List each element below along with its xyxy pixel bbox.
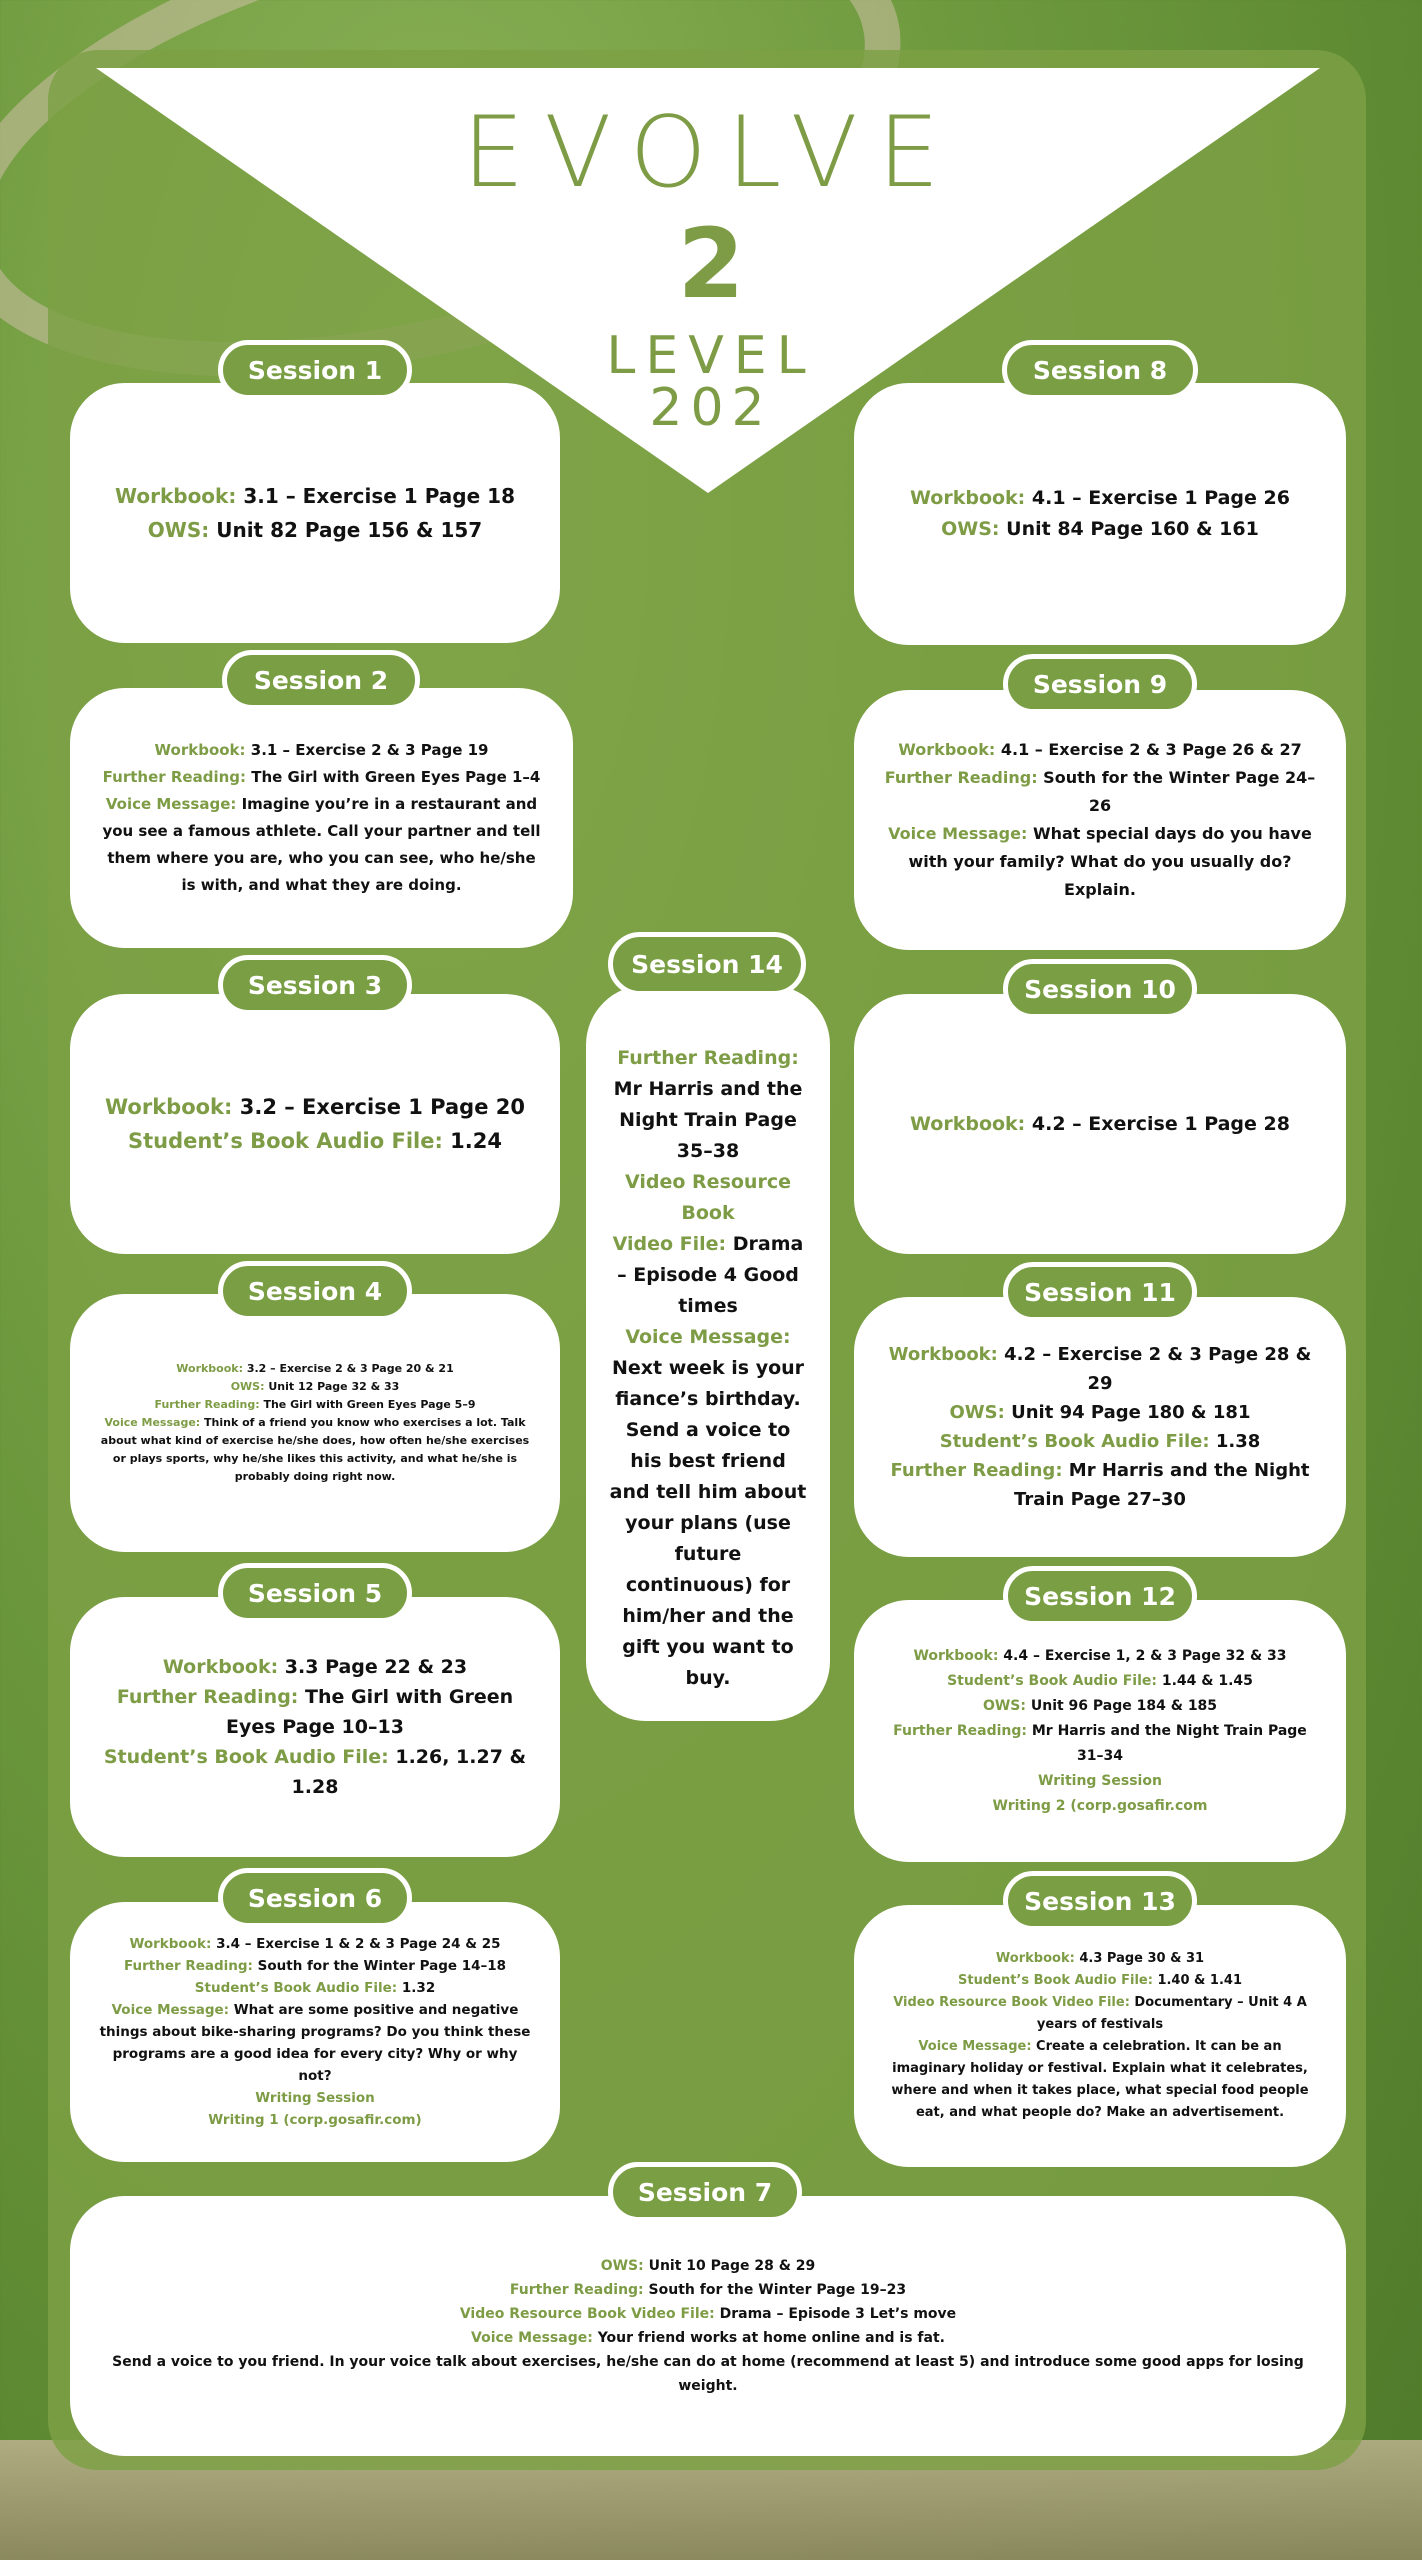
session-line [98, 2302, 1318, 2326]
session-9-title: Session 9 [1003, 654, 1197, 714]
session-line [98, 1396, 532, 1414]
field-value: 4.2 – Exercise 2 & 3 Page 28 & 29 [997, 1344, 1312, 1394]
field-value: 4.2 – Exercise 1 Page 28 [1025, 1113, 1290, 1135]
session-13-title: Session 13 [1003, 1871, 1197, 1931]
session-line [882, 1669, 1318, 1694]
title-evolve: EVOLVE [462, 96, 960, 210]
field-label: Video Resource Book Video File: [893, 1995, 1130, 2010]
field-value: 1.38 [1209, 1431, 1261, 1452]
field-value: Drama – Episode 4 Good times [617, 1233, 804, 1317]
field-label: Further Reading: [116, 1686, 299, 1708]
session-line [882, 1398, 1318, 1427]
session-line [98, 1360, 532, 1378]
field-label: Writing Session [255, 2090, 375, 2106]
field-label: Voice Message: [105, 795, 237, 813]
field-label: Voice Message: [471, 2330, 593, 2346]
session-1-title: Session 1 [218, 340, 412, 400]
session-7-title: Session 7 [608, 2162, 802, 2222]
field-value: 1.26, 1.27 & 1.28 [291, 1746, 527, 1798]
session-line [882, 820, 1318, 904]
field-value: Think of a friend you know who exercises a lot. Talk about what kind of exercise he/she does, how often he/she exercises or plays sports, why he/she likes this activity, and what he/she is probably doing right now. [100, 1416, 530, 1483]
session-line [882, 736, 1318, 764]
session-line [882, 1694, 1318, 1719]
field-value: 3.1 – Exercise 2 & 3 Page 19 [245, 741, 489, 759]
session-14-card [586, 985, 830, 1721]
field-label: OWS: [230, 1380, 265, 1393]
field-label: Student’s Book Audio File: [128, 1129, 443, 1153]
field-value: Create a celebration. It can be an imaginary holiday or festival. Explain what it celebrates, where and when it takes place, what special food people eat, and what people do? Make an advertisement. [891, 2039, 1309, 2120]
field-value: 4.4 – Exercise 1, 2 & 3 Page 32 & 33 [998, 1647, 1287, 1664]
field-label: Further Reading: [154, 1398, 260, 1411]
session-line [98, 2109, 532, 2131]
session-line [882, 1427, 1318, 1456]
session-line [910, 483, 1290, 514]
field-value: 3.1 – Exercise 1 Page 18 [236, 484, 515, 508]
field-label: Workbook: [115, 484, 237, 508]
session-3-title: Session 3 [218, 955, 412, 1015]
field-label: Voice Message: [111, 2002, 230, 2018]
field-label: Writing Session [1038, 1772, 1162, 1789]
field-value: Your friend works at home online and is fat. [592, 2330, 945, 2346]
field-label: Workbook: [995, 1951, 1075, 1966]
title-level-code: 202 [649, 378, 773, 438]
field-label: OWS: [982, 1697, 1026, 1714]
field-label: Further Reading: [884, 768, 1038, 787]
field-label: Video File: [612, 1233, 727, 1255]
field-value: Unit 94 Page 180 & 181 [1004, 1402, 1251, 1423]
field-value: 3.3 Page 22 & 23 [278, 1656, 468, 1678]
session-line [882, 1644, 1318, 1669]
session-2-title: Session 2 [222, 650, 420, 710]
session-6-card [70, 1902, 560, 2162]
field-value: What are some positive and negative things about bike-sharing programs? Do you think these programs are a good idea for every city? Why or why not? [99, 2002, 531, 2084]
session-line [98, 2087, 532, 2109]
field-value: The Girl with Green Eyes Page 5–9 [259, 1398, 476, 1411]
field-value: South for the Winter Page 14–18 [252, 1958, 507, 1974]
session-line [98, 1682, 532, 1742]
field-label: Further Reading: [102, 768, 246, 786]
session-line [882, 1719, 1318, 1769]
field-label: OWS: [941, 518, 1000, 540]
session-line [105, 1090, 525, 1124]
field-label: Voice Message: [625, 1326, 791, 1348]
field-label: OWS: [147, 518, 210, 542]
field-value: 1.32 [397, 1980, 436, 1996]
session-13-card [854, 1905, 1346, 2167]
field-label: Student’s Book Audio File: [103, 1746, 389, 1768]
field-label: Voice Message: [888, 824, 1028, 843]
field-value: 4.1 – Exercise 2 & 3 Page 26 & 27 [995, 740, 1302, 759]
field-label: OWS: [949, 1402, 1005, 1423]
field-value: Mr Harris and the Night Train Page 35–38 [613, 1078, 803, 1162]
session-line [608, 1229, 808, 1322]
session-line [882, 1340, 1318, 1398]
session-5-card [70, 1597, 560, 1857]
session-line [882, 1970, 1318, 1992]
session-line [608, 1353, 808, 1694]
field-label: Workbook: [129, 1936, 212, 1952]
field-value: Unit 12 Page 32 & 33 [264, 1380, 400, 1393]
session-line [910, 1109, 1290, 1139]
field-value: The Girl with Green Eyes Page 10–13 [226, 1686, 514, 1738]
field-value: Unit 82 Page 156 & 157 [209, 518, 483, 542]
session-line [98, 1933, 532, 1955]
session-6-title: Session 6 [218, 1868, 412, 1928]
field-value: Send a voice to you friend. In your voice talk about exercises, he/she can do at home (recommend at least 5) and introduce some good apps for losing weight. [112, 2354, 1304, 2394]
field-value: The Girl with Green Eyes Page 1–4 [246, 768, 541, 786]
session-line [608, 1074, 808, 1167]
session-line [882, 1992, 1318, 2036]
session-8-title: Session 8 [1002, 340, 1198, 400]
session-line [98, 1378, 532, 1396]
field-value: Next week is your fiance’s birthday. Send a voice to his best friend and tell him about your plans (use future continuous) for him/her and the gift you want to buy. [609, 1357, 807, 1689]
session-line [98, 1414, 532, 1486]
field-value: Unit 10 Page 28 & 29 [643, 2258, 816, 2274]
session-line [608, 1167, 808, 1229]
field-label: Workbook: [910, 1113, 1026, 1135]
field-label: Workbook: [176, 1362, 244, 1375]
field-label: Workbook: [913, 1647, 999, 1664]
field-value: Unit 96 Page 184 & 185 [1025, 1697, 1218, 1714]
session-14-title: Session 14 [608, 932, 806, 996]
session-line [98, 737, 545, 764]
field-value: 3.4 – Exercise 1 & 2 & 3 Page 24 & 25 [211, 1936, 501, 1952]
session-3-card [70, 994, 560, 1254]
field-label: Workbook: [154, 741, 246, 759]
session-line [882, 1456, 1318, 1514]
field-value: What special days do you have with your family? What do you usually do? Explain. [908, 824, 1312, 899]
title-level-number: 2 [677, 208, 745, 320]
session-line [98, 1742, 532, 1802]
session-7-card [70, 2196, 1346, 2456]
field-label: OWS: [600, 2258, 644, 2274]
field-value: Imagine you’re in a restaurant and you see a famous athlete. Call your partner and tell them where you are, who you can see, who he/she is with, and what they are doing. [102, 795, 541, 894]
field-value: South for the Winter Page 19–23 [643, 2282, 907, 2298]
field-label: Further Reading: [509, 2282, 644, 2298]
field-label: Workbook: [162, 1656, 279, 1678]
session-line [98, 2278, 1318, 2302]
field-label: Workbook: [888, 1344, 998, 1365]
session-10-card [854, 994, 1346, 1254]
field-value: 1.24 [442, 1129, 502, 1153]
field-value: 1.44 & 1.45 [1156, 1672, 1253, 1689]
session-4-title: Session 4 [218, 1261, 412, 1321]
session-line [98, 2254, 1318, 2278]
field-value: 4.1 – Exercise 1 Page 26 [1025, 487, 1290, 509]
field-label: Student’s Book Audio File: [194, 1980, 398, 1996]
session-9-card [854, 690, 1346, 950]
session-line [608, 1043, 808, 1074]
session-line [882, 1948, 1318, 1970]
session-line [98, 1999, 532, 2087]
session-line [98, 1955, 532, 1977]
session-line [98, 2326, 1318, 2350]
session-line [882, 1794, 1318, 1819]
field-label: Voice Message: [104, 1416, 201, 1429]
field-label: Voice Message: [918, 2039, 1032, 2054]
session-1-card [70, 383, 560, 643]
field-value: Mr Harris and the Night Train Page 31–34 [1026, 1722, 1307, 1764]
session-line [910, 514, 1290, 545]
session-line [98, 1977, 532, 1999]
field-label: Workbook: [898, 740, 996, 759]
field-label: Video Resource Book [625, 1171, 791, 1224]
field-value: 4.3 Page 30 & 31 [1074, 1951, 1205, 1966]
field-label: Student’s Book Audio File: [939, 1431, 1210, 1452]
session-10-title: Session 10 [1003, 959, 1197, 1019]
session-4-card [70, 1294, 560, 1552]
field-label: Workbook: [105, 1095, 233, 1119]
field-label: Further Reading: [890, 1460, 1063, 1481]
session-line [608, 1322, 808, 1353]
field-label: Further Reading: [893, 1722, 1027, 1739]
session-line [98, 791, 545, 899]
field-label: Further Reading: [123, 1958, 253, 1974]
field-value: Documentary – Unit 4 A years of festivals [1036, 1995, 1307, 2032]
session-line [882, 764, 1318, 820]
session-5-title: Session 5 [218, 1563, 412, 1623]
session-line [98, 2350, 1318, 2398]
title-level-word: LEVEL [606, 326, 816, 386]
field-label: Workbook: [910, 487, 1026, 509]
field-value: Unit 84 Page 160 & 161 [999, 518, 1259, 540]
session-line [115, 479, 515, 513]
session-2-card [70, 688, 573, 948]
session-11-card [854, 1297, 1346, 1557]
field-label: Video Resource Book Video File: [459, 2306, 715, 2322]
session-line [115, 513, 515, 547]
session-12-card [854, 1600, 1346, 1862]
field-label: Student’s Book Audio File: [958, 1973, 1153, 1988]
session-11-title: Session 11 [1003, 1262, 1197, 1322]
field-label: Further Reading: [617, 1047, 799, 1069]
session-line [882, 1769, 1318, 1794]
session-line [98, 764, 545, 791]
field-label: Writing 1 (corp.gosafir.com) [208, 2112, 422, 2128]
session-12-title: Session 12 [1003, 1566, 1197, 1626]
field-label: Student’s Book Audio File: [947, 1672, 1157, 1689]
session-line [98, 1652, 532, 1682]
field-value: 3.2 – Exercise 1 Page 20 [232, 1095, 525, 1119]
field-value: 1.40 & 1.41 [1152, 1973, 1242, 1988]
session-line [882, 2036, 1318, 2124]
field-label: Writing 2 (corp.gosafir.com [992, 1797, 1208, 1814]
field-value: 3.2 – Exercise 2 & 3 Page 20 & 21 [243, 1362, 454, 1375]
session-8-card [854, 383, 1346, 645]
session-line [105, 1124, 525, 1158]
field-value: Drama – Episode 3 Let’s move [714, 2306, 957, 2322]
field-value: Mr Harris and the Night Train Page 27–30 [1014, 1460, 1310, 1510]
field-value: South for the Winter Page 24–26 [1037, 768, 1316, 815]
